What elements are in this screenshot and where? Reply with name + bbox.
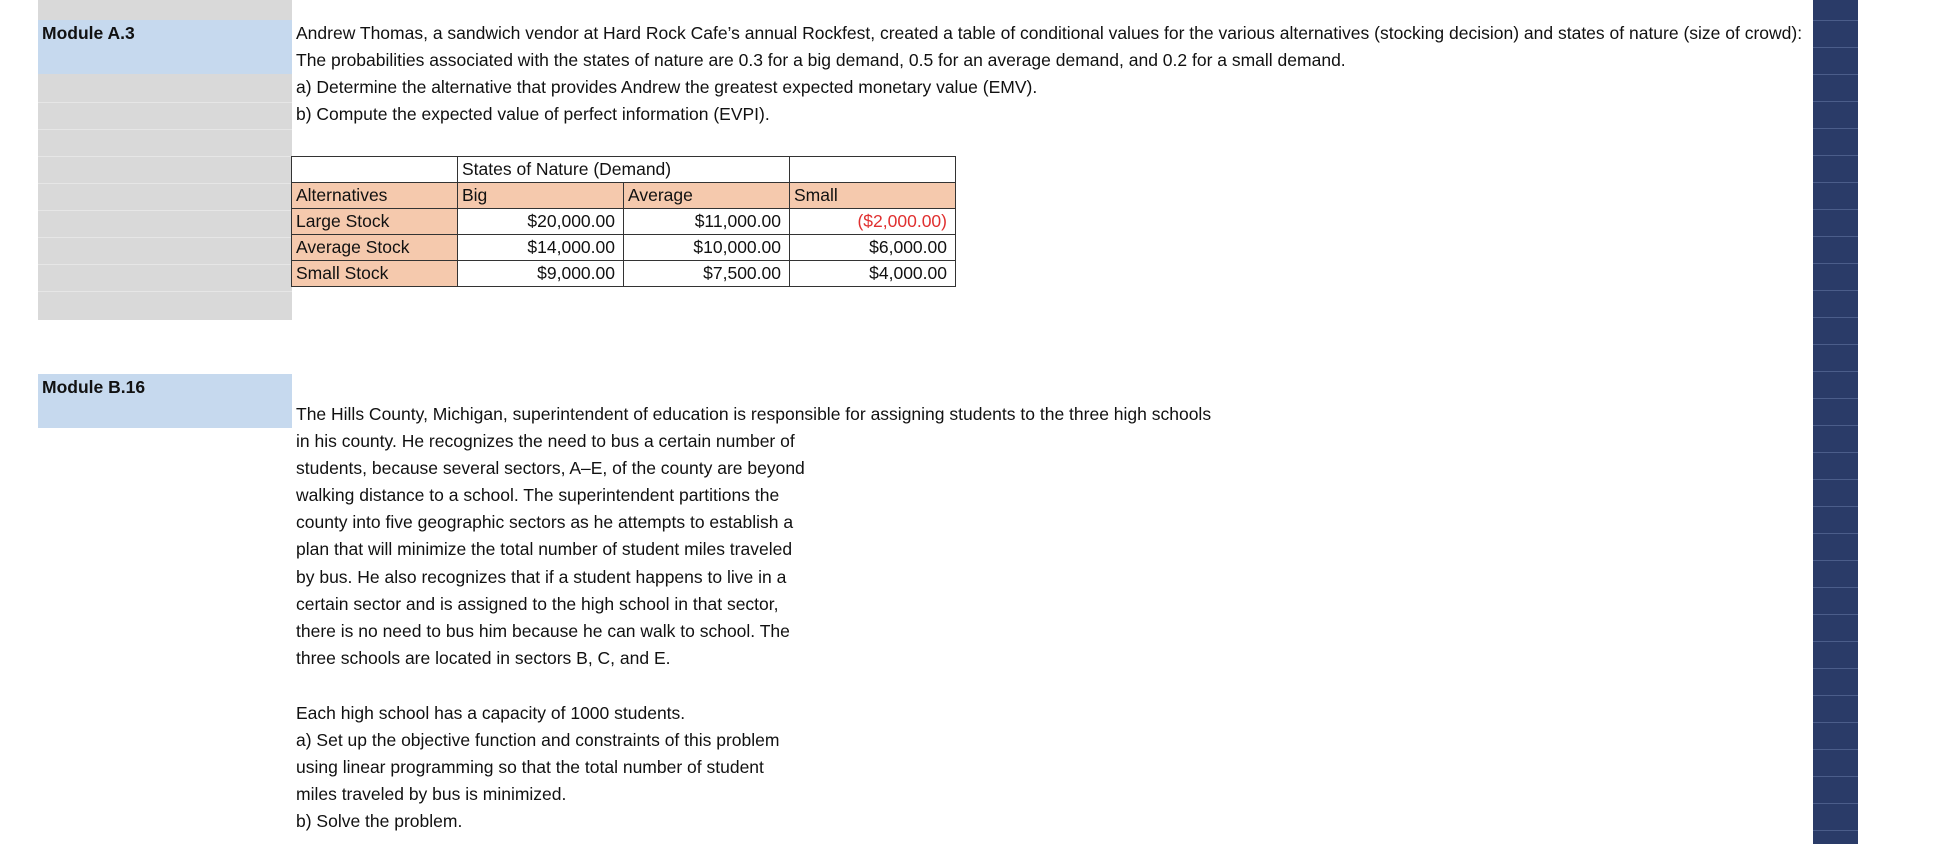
- a3-text-line-1: Andrew Thomas, a sandwich vendor at Hard Rock Cafe’s annual Rockfest, created a table of conditional values for the various alternatives (stocking decision) and states of nature (size of crowd):: [296, 23, 1803, 43]
- table-row-label[interactable]: Large Stock: [291, 208, 458, 235]
- b16-text-line-2: in his county. He recognizes the need to bus a certain number of: [296, 431, 795, 451]
- b16-text-line-12: a) Set up the objective function and constraints of this problem: [296, 730, 780, 750]
- table-cell-negative[interactable]: ($2,000.00): [789, 208, 956, 235]
- b16-text-line-4: walking distance to a school. The superintendent partitions the: [296, 485, 780, 505]
- table-cell[interactable]: $14,000.00: [457, 234, 624, 261]
- grid-line: [1813, 560, 1858, 561]
- a3-text-line-4: b) Compute the expected value of perfect information (EVPI).: [296, 104, 770, 124]
- grid-line: [1813, 290, 1858, 291]
- grid-line: [1813, 830, 1858, 831]
- table-header-big[interactable]: Big: [457, 182, 624, 209]
- grid-line: [38, 210, 292, 211]
- grid-line: [1813, 452, 1858, 453]
- a3-text-line-3: a) Determine the alternative that provides Andrew the greatest expected monetary value (EMV).: [296, 77, 1038, 97]
- grid-line: [1813, 668, 1858, 669]
- grid-line: [1813, 425, 1858, 426]
- table-header-small[interactable]: Small: [789, 182, 956, 209]
- grid-line: [1813, 344, 1858, 345]
- grid-line: [38, 102, 292, 103]
- table-cell[interactable]: $11,000.00: [623, 208, 790, 235]
- grid-line: [1813, 533, 1858, 534]
- table-group-header-right[interactable]: [789, 156, 956, 183]
- table-cell[interactable]: $7,500.00: [623, 260, 790, 287]
- module-b16-label: Module B.16: [42, 377, 146, 397]
- b16-text-line-15: b) Solve the problem.: [296, 811, 463, 831]
- grid-line: [1813, 47, 1858, 48]
- grid-line: [1813, 236, 1858, 237]
- b16-text-line-3: students, because several sectors, A–E, of the county are beyond: [296, 458, 805, 478]
- grid-line: [1813, 128, 1858, 129]
- b16-text-line-13: using linear programming so that the total number of student: [296, 757, 764, 777]
- b16-text-line-10: three schools are located in sectors B, C, and E.: [296, 648, 671, 668]
- grid-line: [38, 237, 292, 238]
- table-header-alternatives[interactable]: Alternatives: [291, 182, 458, 209]
- table-group-header[interactable]: States of Nature (Demand): [457, 156, 790, 183]
- grid-line: [1813, 398, 1858, 399]
- selected-column-strip[interactable]: [1813, 0, 1858, 844]
- table-cell[interactable]: $4,000.00: [789, 260, 956, 287]
- grid-line: [1813, 155, 1858, 156]
- grid-line: [1813, 722, 1858, 723]
- grid-line: [38, 264, 292, 265]
- grid-line: [1813, 749, 1858, 750]
- grid-line: [1813, 695, 1858, 696]
- b16-text-line-8: certain sector and is assigned to the high school in that sector,: [296, 594, 779, 614]
- grid-line: [1813, 641, 1858, 642]
- grid-line: [1813, 263, 1858, 264]
- table-row-label[interactable]: Small Stock: [291, 260, 458, 287]
- grid-line: [1813, 776, 1858, 777]
- grid-line: [1813, 20, 1858, 21]
- grid-line: [1813, 587, 1858, 588]
- b16-text-line-5: county into five geographic sectors as he attempts to establish a: [296, 512, 794, 532]
- table-cell[interactable]: $10,000.00: [623, 234, 790, 261]
- b16-text-line-7: by bus. He also recognizes that if a student happens to live in a: [296, 567, 787, 587]
- a3-text-line-2: The probabilities associated with the states of nature are 0.3 for a big demand, 0.5 for an average demand, and 0.2 for a small demand.: [296, 50, 1346, 70]
- grid-line: [1813, 101, 1858, 102]
- grid-line: [38, 156, 292, 157]
- b16-text-line-6: plan that will minimize the total number of student miles traveled: [296, 539, 793, 559]
- grid-line: [1813, 803, 1858, 804]
- table-row-label[interactable]: Average Stock: [291, 234, 458, 261]
- b16-text-line-9: there is no need to bus him because he can walk to school. The: [296, 621, 790, 641]
- grid-line: [38, 129, 292, 130]
- grid-line: [1813, 182, 1858, 183]
- table-header-average[interactable]: Average: [623, 182, 790, 209]
- b16-text-line-11: Each high school has a capacity of 1000 students.: [296, 703, 686, 723]
- table-corner-cell[interactable]: [291, 156, 458, 183]
- module-a3-label: Module A.3: [42, 23, 135, 43]
- grid-line: [1813, 506, 1858, 507]
- grid-line: [1813, 614, 1858, 615]
- grid-line: [1813, 317, 1858, 318]
- table-cell[interactable]: $6,000.00: [789, 234, 956, 261]
- grid-line: [1813, 74, 1858, 75]
- grid-line: [38, 291, 292, 292]
- grid-line: [1813, 479, 1858, 480]
- grid-line: [1813, 371, 1858, 372]
- grid-line: [38, 183, 292, 184]
- grid-line: [1813, 209, 1858, 210]
- table-cell[interactable]: $9,000.00: [457, 260, 624, 287]
- table-cell[interactable]: $20,000.00: [457, 208, 624, 235]
- b16-text-line-14: miles traveled by bus is minimized.: [296, 784, 567, 804]
- b16-text-line-1: The Hills County, Michigan, superintendent of education is responsible for assigning students to the three high schools: [296, 404, 1212, 424]
